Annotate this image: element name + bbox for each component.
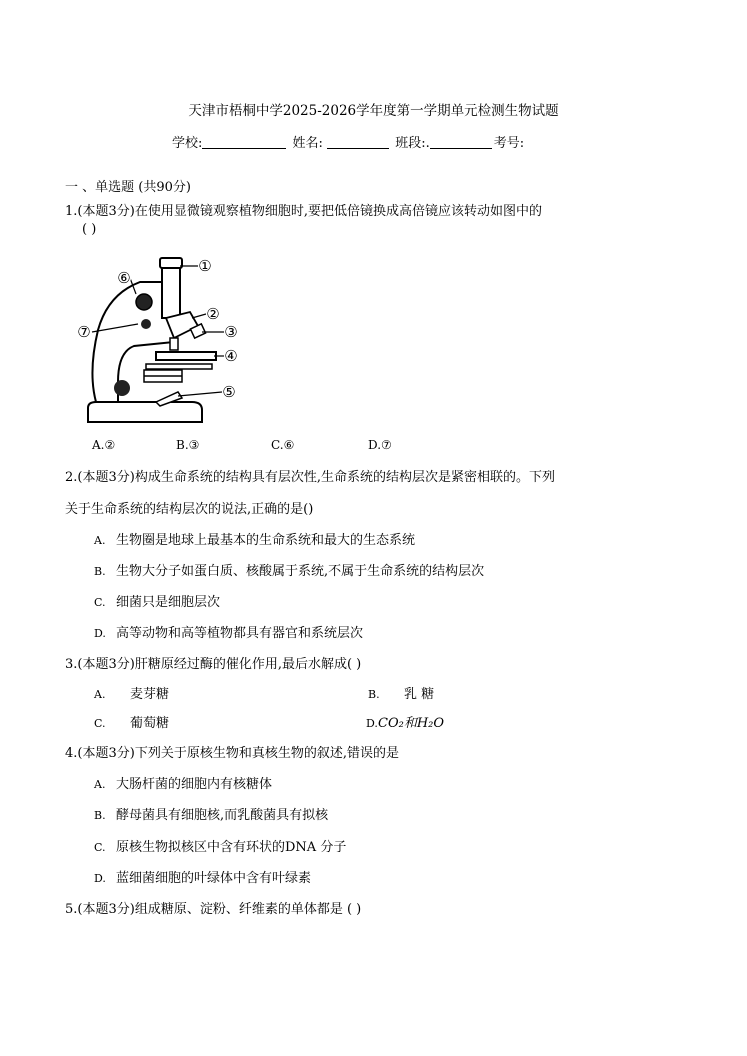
question-3-option-c[interactable]: C. 葡萄糖 (94, 716, 170, 731)
exam-title: 天津市梧桐中学2025-2026学年度第一学期单元检测生物试题 (188, 103, 559, 119)
question-1-stem: 1.(本题3分)在使用显微镜观察植物细胞时,要把低倍镜换成高倍镜应该转动如图中的 (65, 204, 542, 219)
question-3-option-b[interactable]: B. 乳 糖 (368, 687, 435, 702)
question-5-stem: 5.(本题3分)组成糖原、淀粉、纤维素的单体都是 ( ) (65, 902, 362, 917)
school-label: 学校: (172, 136, 203, 151)
school-blank[interactable] (202, 136, 286, 149)
question-2-option-c[interactable]: C. 细菌只是细胞层次 (94, 595, 221, 610)
question-4-option-d[interactable]: D. 蓝细菌细胞的叶绿体中含有叶绿素 (94, 871, 312, 886)
figure-label-5: ⑤ (222, 383, 236, 401)
name-label: 姓名: (292, 136, 323, 151)
question-1-option-a[interactable]: A.② (92, 438, 116, 452)
section-heading: 一 、单选题 (共90分) (65, 180, 191, 195)
figure-label-7: ⑦ (77, 323, 91, 341)
question-4-option-a[interactable]: A. 大肠杆菌的细胞内有核糖体 (94, 777, 273, 792)
question-3-option-d[interactable]: D.CO₂和H₂O (366, 716, 445, 731)
question-2-option-a[interactable]: A. 生物圈是地球上最基本的生命系统和最大的生态系统 (94, 533, 416, 548)
question-4-option-c[interactable]: C. 原核生物拟核区中含有环状的DNA 分子 (94, 840, 347, 855)
figure-label-1: ① (198, 257, 212, 275)
coarse-knob (136, 294, 152, 310)
question-2-stem-line1: 2.(本题3分)构成生命系统的结构具有层次性,生命系统的结构层次是紧密相联的。下列 (65, 470, 555, 485)
figure-label-6: ⑥ (117, 269, 131, 287)
figure-label-3: ③ (224, 323, 238, 341)
question-1-option-d[interactable]: D.⑦ (368, 438, 392, 452)
question-3-option-a[interactable]: A. 麦芽糖 (94, 687, 170, 702)
question-2-stem-line2: 关于生命系统的结构层次的说法,正确的是() (65, 502, 314, 517)
base-knob (114, 380, 130, 396)
question-1-option-b[interactable]: B.③ (176, 438, 200, 452)
name-blank[interactable] (327, 136, 389, 149)
question-2-option-d[interactable]: D. 高等动物和高等植物都具有器官和系统层次 (94, 626, 364, 641)
question-4-stem: 4.(本题3分)下列关于原核生物和真核生物的叙述,错误的是 (65, 746, 399, 761)
microscope-base (88, 402, 202, 422)
class-label: 班段:. (395, 136, 430, 151)
question-1-option-c[interactable]: C.⑥ (271, 438, 295, 452)
microscope-figure (74, 252, 254, 428)
exam-number-label: 考号: (493, 136, 525, 151)
stage (156, 352, 216, 360)
question-2-option-b[interactable]: B. 生物大分子如蛋白质、核酸属于系统,不属于生命系统的结构层次 (94, 564, 485, 579)
question-1-answer-bracket[interactable]: ( ) (82, 222, 97, 237)
question-4-option-b[interactable]: B. 酵母菌具有细胞核,而乳酸菌具有拟核 (94, 808, 329, 823)
eyepiece (160, 258, 182, 268)
figure-label-4: ④ (224, 347, 238, 365)
fine-knob (141, 319, 151, 329)
figure-label-2: ② (206, 305, 220, 323)
question-3-stem: 3.(本题3分)肝糖原经过酶的催化作用,最后水解成( ) (65, 657, 362, 672)
class-blank[interactable] (430, 136, 492, 149)
student-info-line (172, 132, 524, 151)
